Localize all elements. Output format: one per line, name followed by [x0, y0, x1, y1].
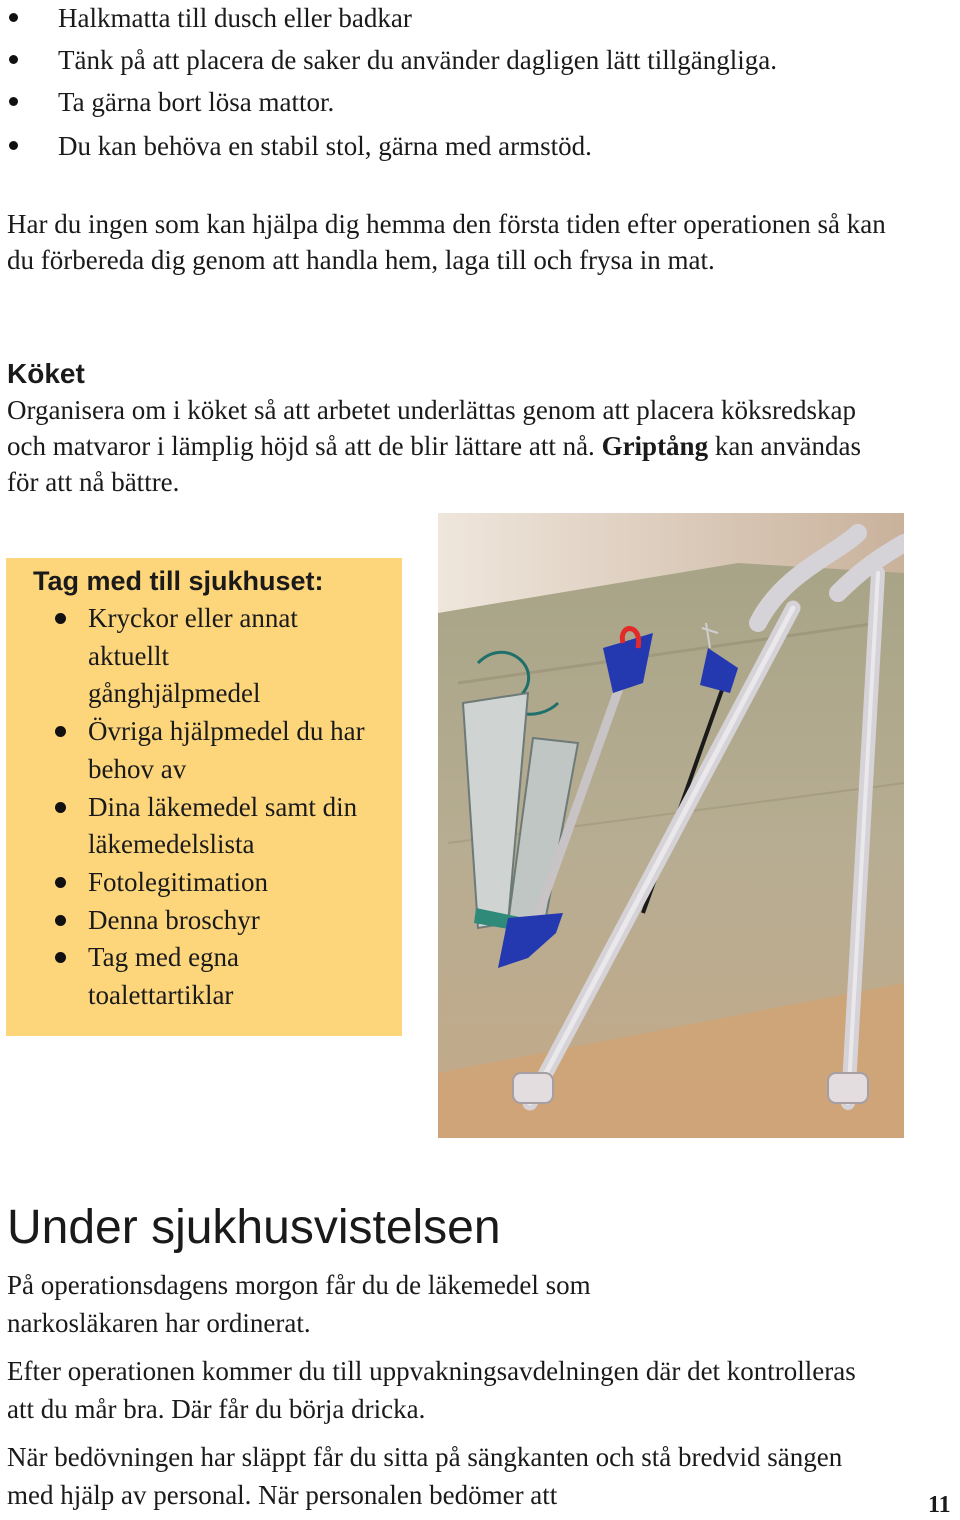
section-paragraph: Efter operationen kommer du till uppvakningsavdelningen där det kontrolleras att du mår bra. Där får du börja dricka.: [7, 1356, 856, 1424]
list-item: Övriga hjälpmedel du har behov av: [6, 713, 402, 788]
section-paragraph: På operationsdagens morgon får du de läkemedel som narkosläkaren har ordinerat.: [7, 1270, 591, 1338]
aids-list: [0, 0, 900, 164]
hospital-checklist: [6, 600, 402, 1015]
bullet-icon: [9, 97, 18, 106]
list-item: Dina läkemedel samt din läkemedelslista: [6, 789, 402, 864]
bullet-icon: [55, 802, 66, 813]
bullet-icon: [55, 952, 66, 963]
bullet-icon: [9, 13, 18, 22]
list-item: Halkmatta till dusch eller badkar: [0, 0, 900, 36]
bullet-icon: [55, 613, 66, 624]
list-item: Du kan behöva en stabil stol, gärna med armstöd.: [0, 128, 900, 164]
bullet-icon: [55, 915, 66, 926]
crutches-photo: [438, 513, 904, 1138]
bullet-icon: [55, 726, 66, 737]
list-item: Tänk på att placera de saker du använder dagligen lätt tillgängliga.: [0, 42, 818, 78]
section-title: Under sjukhusvistelsen: [7, 1201, 501, 1254]
kitchen-text-end: kan användas för att nå bättre.: [7, 431, 862, 497]
section-paragraph: När bedövningen har släppt får du sitta på sängkanten och stå bredvid sängen med hjälp av personal. När personalen bedömer att: [7, 1442, 843, 1510]
bullet-icon: [55, 877, 66, 888]
kitchen-text: Organisera om i köket så att arbetet underlättas genom att placera köksredskap och matvaror i lämplig höjd så att de blir lättare att nå.: [7, 395, 856, 461]
intro-paragraph: Har du ingen som kan hjälpa dig hemma den första tiden efter operationen så kan du förbereda dig genom att handla hem, laga till och frysa in mat.: [7, 209, 886, 275]
list-item: Ta gärna bort lösa mattor.: [0, 84, 900, 120]
kitchen-bold-term: Griptång: [601, 431, 709, 461]
list-item: Denna broschyr: [6, 902, 402, 940]
kitchen-heading: Köket: [7, 358, 85, 389]
bullet-icon: [9, 141, 18, 150]
list-item: Kryckor eller annat aktuellt gånghjälpmedel: [6, 600, 402, 713]
kitchen-paragraph: [7, 392, 887, 500]
list-item: Fotolegitimation: [6, 864, 402, 902]
crutches-photo-drawing: [438, 513, 904, 1138]
bullet-icon: [9, 55, 18, 64]
page-number: 11: [928, 1492, 951, 1518]
hospital-checklist-box: [6, 558, 402, 1036]
list-item: Tag med egna toalettartiklar: [6, 939, 402, 1014]
hospital-checklist-title: Tag med till sjukhuset:: [33, 566, 324, 596]
